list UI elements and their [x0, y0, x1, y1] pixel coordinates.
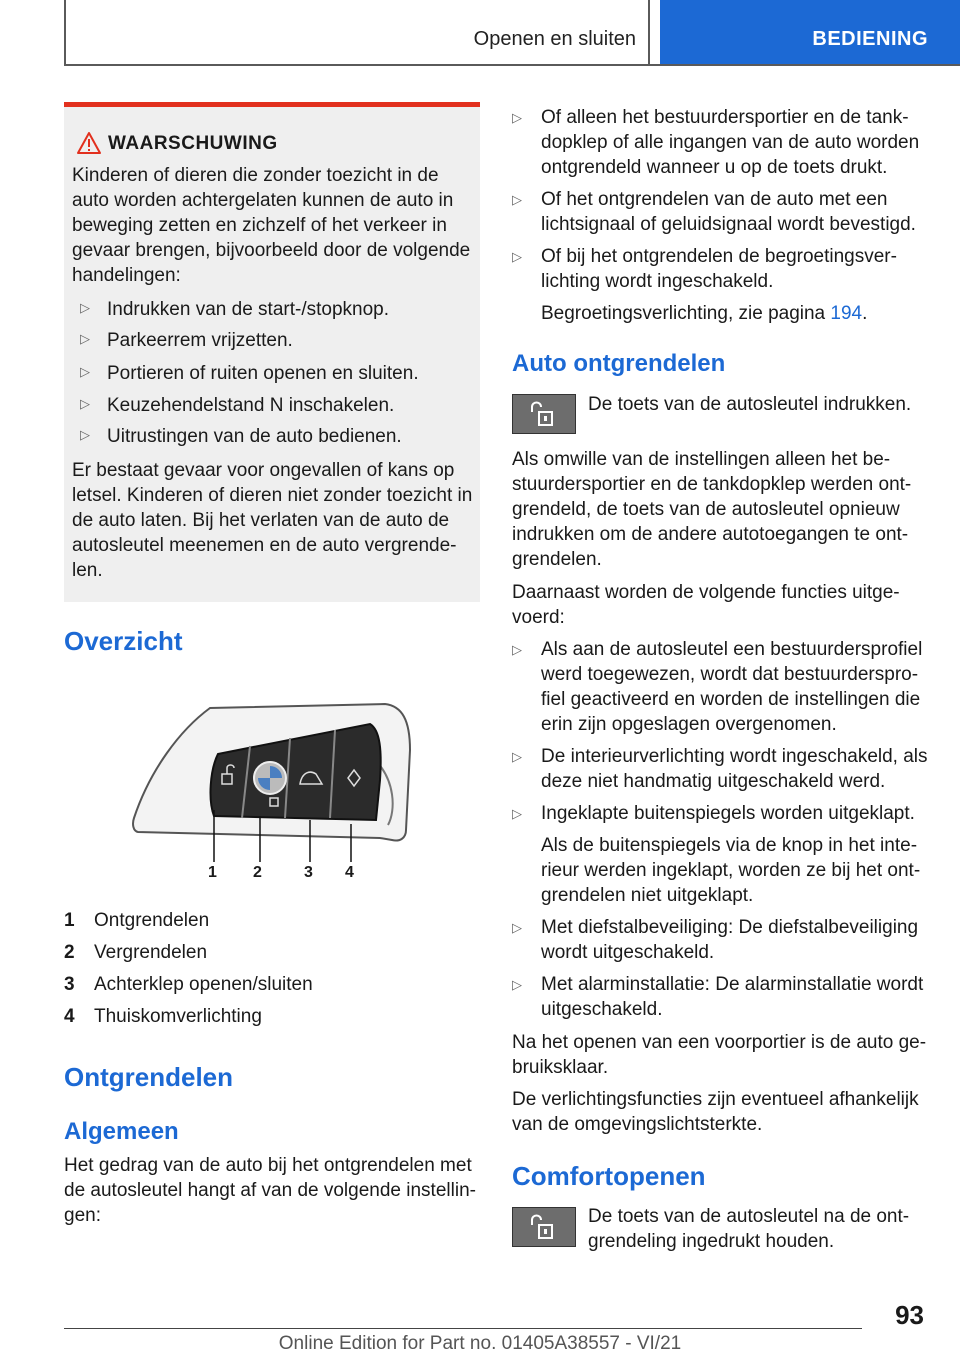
car-unlock-p4: De verlichtingsfuncties zijn eventueel afhankelijk van de omgevingslichtsterkte.: [512, 1089, 919, 1135]
function-item: Ingeklapte buitenspiegels worden uitgeklapt.: [541, 803, 915, 824]
comfort-key-text: De toets van de autosleutel na de ont-grendeling ingedrukt houden.: [588, 1206, 910, 1252]
section-heading-unlock: Ontgrendelen: [64, 1062, 234, 1092]
page-link[interactable]: 194: [830, 303, 863, 324]
function-item: Met diefstalbeveiliging: De diefstalbeveiliging wordt uitgeschakeld.: [541, 917, 919, 963]
bullet-icon: ▷: [512, 642, 522, 657]
unlock-general-text: Het gedrag van de auto bij het ontgrendelen met de autosleutel hangt af van de volgende instellin-gen:: [64, 1155, 476, 1226]
warning-item: Portieren of ruiten openen en sluiten.: [107, 363, 419, 384]
key-fob-illustration: [130, 700, 414, 885]
section-heading-overview: Overzicht: [64, 626, 183, 656]
header-separator: [648, 0, 650, 66]
callout-2: 2: [253, 864, 262, 881]
legend-item: 2 Vergrendelen: [64, 942, 208, 963]
section-heading-car-unlock: Auto ontgrendelen: [512, 350, 726, 377]
warning-item: Parkeerrem vrijzetten.: [107, 330, 293, 351]
warning-triangle-icon: [76, 131, 102, 155]
legend-item: 1 Ontgrendelen: [64, 910, 210, 931]
mirror-note: Als de buitenspiegels via de knop in het inte-rieur werden ingeklapt, worden ze bij het ont-grendelen niet uitgeklapt.: [541, 835, 921, 906]
header-chapter-label: BEDIENING: [812, 28, 928, 50]
bullet-icon: ▷: [80, 331, 90, 346]
bullet-icon: ▷: [512, 749, 522, 764]
header-left-rule: [64, 0, 66, 66]
legend-item: 3 Achterklep openen/sluiten: [64, 974, 313, 995]
function-item: De interieurverlichting wordt ingeschakeld, als deze niet handmatig uitgeschakeld werd.: [541, 746, 928, 792]
bullet-icon: ▷: [80, 300, 90, 315]
header-section-title: Openen en sluiten: [473, 28, 636, 50]
setting-item: Of het ontgrendelen van de auto met een lichtsignaal of geluidsignaal wordt bevestigd.: [541, 189, 916, 235]
warning-outro: Er bestaat gevaar voor ongevallen of kans op letsel. Kinderen of dieren niet zonder toezicht in de auto laten. Bij het verlaten van de auto de autosleutel meenemen en de auto vergrende-len.: [72, 460, 473, 581]
car-unlock-p2: Daarnaast worden de volgende functies uitge-voerd:: [512, 582, 900, 628]
unlock-key-button: [512, 394, 576, 434]
footer-rule: [64, 1328, 862, 1329]
section-heading-comfort: Comfortopenen: [512, 1161, 706, 1191]
bullet-icon: ▷: [80, 396, 90, 411]
warning-intro: Kinderen of dieren die zonder toezicht in de auto worden achtergelaten kunnen de auto in beweging zetten en zichzelf of het verkeer in gevaar brengen, bijvoorbeeld door de volgende handelingen:: [72, 165, 471, 286]
welcome-light-reference: Begroetingsverlichting, zie pagina 194.: [541, 303, 868, 324]
car-unlock-p1: Als omwille van de instellingen alleen het be-stuurdersportier en de tankdopklep werden ont-grendeld, de toets van de autosleutel opnieuw indrukken om de andere autotoegangen te ont-grendelen.: [512, 449, 912, 570]
bullet-icon: ▷: [80, 364, 90, 379]
warning-title: WAARSCHUWING: [108, 133, 278, 154]
bullet-icon: ▷: [512, 110, 522, 125]
bullet-icon: ▷: [512, 977, 522, 992]
setting-item: Of alleen het bestuurdersportier en de tank-dopklep of alle ingangen van de auto worden ontgrendeld wanneer u op de toets drukt.: [541, 107, 920, 178]
setting-item: Of bij het ontgrendelen de begroetingsver-lichting wordt ingeschakeld.: [541, 246, 897, 292]
bullet-icon: ▷: [512, 249, 522, 264]
car-unlock-p3: Na het openen van een voorportier is de auto ge-bruiksklaar.: [512, 1032, 927, 1078]
bullet-icon: ▷: [512, 920, 522, 935]
unlock-icon: [513, 395, 575, 433]
car-unlock-key-text: De toets van de autosleutel indrukken.: [588, 394, 912, 415]
comfort-key-button: [512, 1207, 576, 1247]
header-chapter-tab[interactable]: [660, 0, 960, 64]
callout-1: 1: [208, 864, 217, 881]
warning-item: Keuzehendelstand N inschakelen.: [107, 395, 395, 416]
page-number: 93: [895, 1300, 924, 1330]
header-rule: [64, 64, 960, 66]
unlock-icon: [513, 1208, 575, 1246]
footer-edition: Online Edition for Part no. 01405A38557 - VI/21: [278, 1333, 682, 1354]
overview-legend: [64, 905, 313, 1033]
subheading-general: Algemeen: [64, 1118, 179, 1145]
bullet-icon: ▷: [512, 806, 522, 821]
bullet-icon: ▷: [512, 192, 522, 207]
function-item: Als aan de autosleutel een bestuurdersprofiel werd toegewezen, wordt dat bestuurderspro-fiel geactiveerd en worden de instellingen die erin zijn opgeslagen overgenomen.: [541, 639, 923, 735]
callout-4: 4: [345, 864, 354, 881]
bullet-icon: ▷: [80, 427, 90, 442]
callout-3: 3: [304, 864, 313, 881]
function-item: Met alarminstallatie: De alarminstallatie wordt uitgeschakeld.: [541, 974, 924, 1020]
warning-item: Uitrustingen van de auto bedienen.: [107, 426, 402, 447]
legend-item: 4 Thuiskomverlichting: [64, 1006, 262, 1027]
warning-item: Indrukken van de start-/stopknop.: [107, 299, 389, 320]
